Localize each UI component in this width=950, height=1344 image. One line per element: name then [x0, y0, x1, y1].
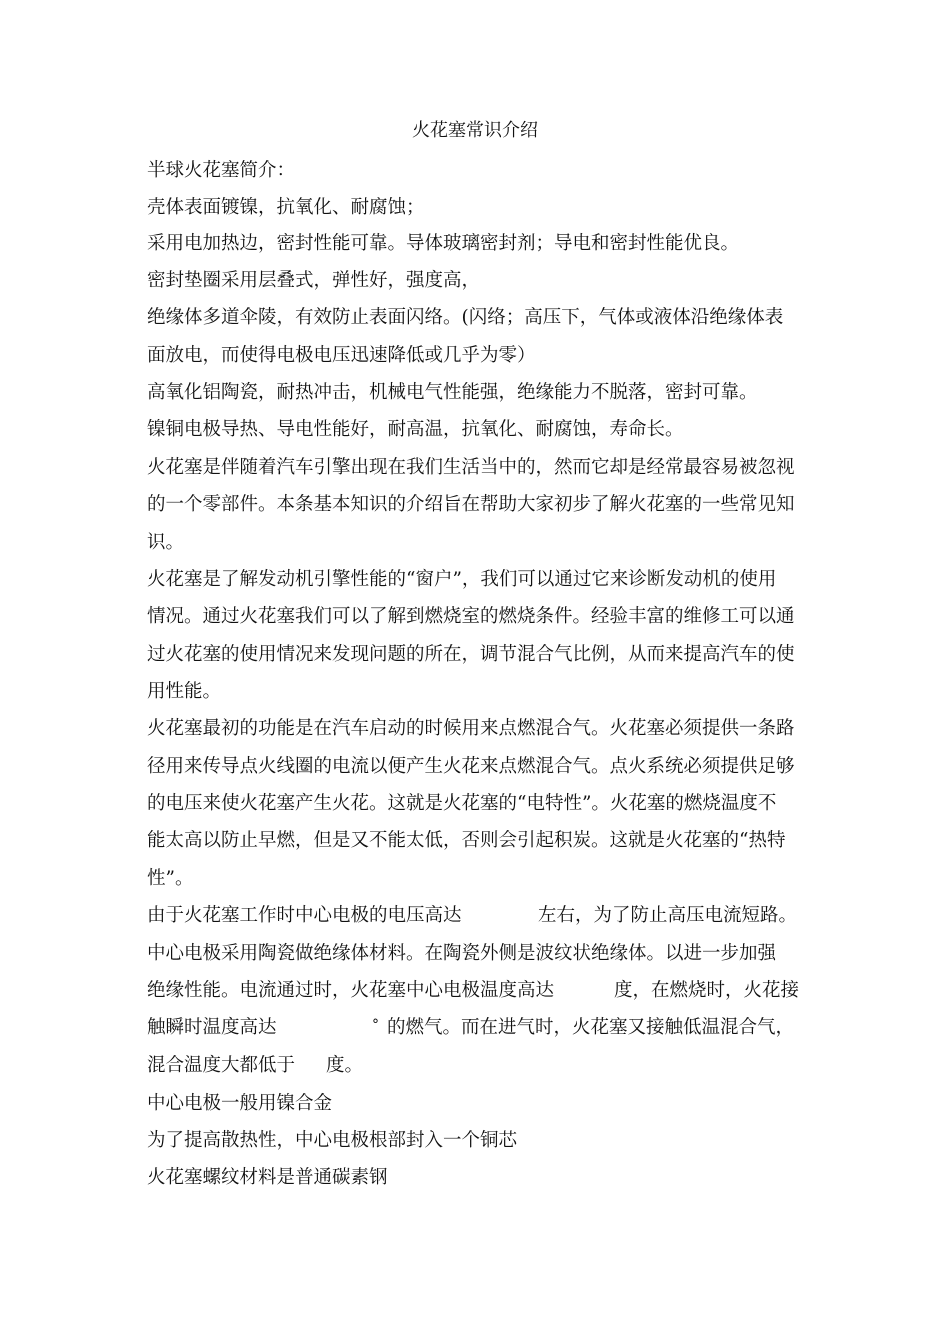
- intro-line: 高氧化铝陶瓷，耐热冲击，机械电气性能强，绝缘能力不脱落，密封可靠。: [147, 382, 758, 403]
- paragraph-line: 中心电极采用陶瓷做绝缘体材料。在陶瓷外侧是波纹状绝缘体。以进一步加强: [147, 943, 777, 964]
- paragraph-line: 的一个零部件。本条基本知识的介绍旨在帮助大家初步了解火花塞的一些常见知: [147, 494, 795, 515]
- paragraph-line: 中心电极一般用镍合金: [147, 1093, 333, 1114]
- document-title: 火花塞常识介绍: [412, 120, 538, 141]
- paragraph-line: 火花塞螺纹材料是普通碳素钢: [147, 1167, 388, 1188]
- paragraph-line-segment: 由于火花塞工作时中心电极的电压高达: [147, 905, 462, 926]
- paragraph-line-segment: 左右，为了防止高压电流短路。: [538, 905, 798, 926]
- paragraph-line: 径用来传导点火线圈的电流以便产生火花来点燃混合气。点火系统必须提供足够: [147, 756, 795, 777]
- paragraph-line: 火花塞最初的功能是在汽车启动的时候用来点燃混合气。火花塞必须提供一条路: [147, 718, 795, 739]
- paragraph-line-segment: 的燃气。而在进气时，火花塞又接触低温混合气，: [387, 1017, 795, 1038]
- paragraph-line: 识。: [147, 532, 185, 553]
- paragraph-line: 情况。通过火花塞我们可以了解到燃烧室的燃烧条件。经验丰富的维修工可以通: [147, 606, 795, 627]
- paragraph-line: 的电压来使火花塞产生火花。这就是火花塞的“电特性”。火花塞的燃烧温度不: [147, 793, 777, 814]
- paragraph-line: 火花塞是伴随着汽车引擎出现在我们生活当中的，然而它却是经常最容易被忽视: [147, 457, 795, 478]
- paragraph-line-segment: 度。: [326, 1055, 364, 1076]
- intro-line: 采用电加热边，密封性能可靠。导体玻璃密封剂；导电和密封性能优良。: [147, 233, 740, 254]
- intro-heading: 半球火花塞简介：: [147, 160, 296, 181]
- paragraph-line: 性”。: [147, 868, 194, 889]
- paragraph-line: 过火花塞的使用情况来发现问题的所在，调节混合气比例，从而来提高汽车的使: [147, 644, 795, 665]
- intro-line: 面放电，而使得电极电压迅速降低或几乎为零）: [147, 345, 536, 366]
- paragraph-line-segment: 混合温度大都低于: [147, 1055, 296, 1076]
- intro-line: 镍铜电极导热、导电性能好，耐高温，抗氧化、耐腐蚀，寿命长。: [147, 419, 684, 440]
- intro-line: 绝缘体多道伞陵，有效防止表面闪络。(闪络；高压下，气体或液体沿绝缘体表: [147, 307, 784, 328]
- paragraph-line: 用性能。: [147, 681, 222, 702]
- intro-line: 壳体表面镀镍，抗氧化、耐腐蚀；: [147, 197, 425, 218]
- degree-symbol: °: [372, 1017, 379, 1033]
- intro-line: 密封垫圈采用层叠式，弹性好，强度高，: [147, 270, 481, 291]
- paragraph-line: 火花塞是了解发动机引擎性能的“窗户”，我们可以通过它来诊断发动机的使用: [147, 569, 777, 590]
- paragraph-line: 为了提高散热性，中心电极根部封入一个铜芯: [147, 1130, 518, 1151]
- paragraph-line-segment: 度，在燃烧时，火花接: [614, 980, 800, 1001]
- paragraph-line-segment: 触瞬时温度高达: [147, 1017, 277, 1038]
- paragraph-line-segment: 绝缘性能。电流通过时，火花塞中心电极温度高达: [147, 980, 555, 1001]
- paragraph-line: 能太高以防止早燃，但是又不能太低，否则会引起积炭。这就是火花塞的“热特: [147, 830, 786, 851]
